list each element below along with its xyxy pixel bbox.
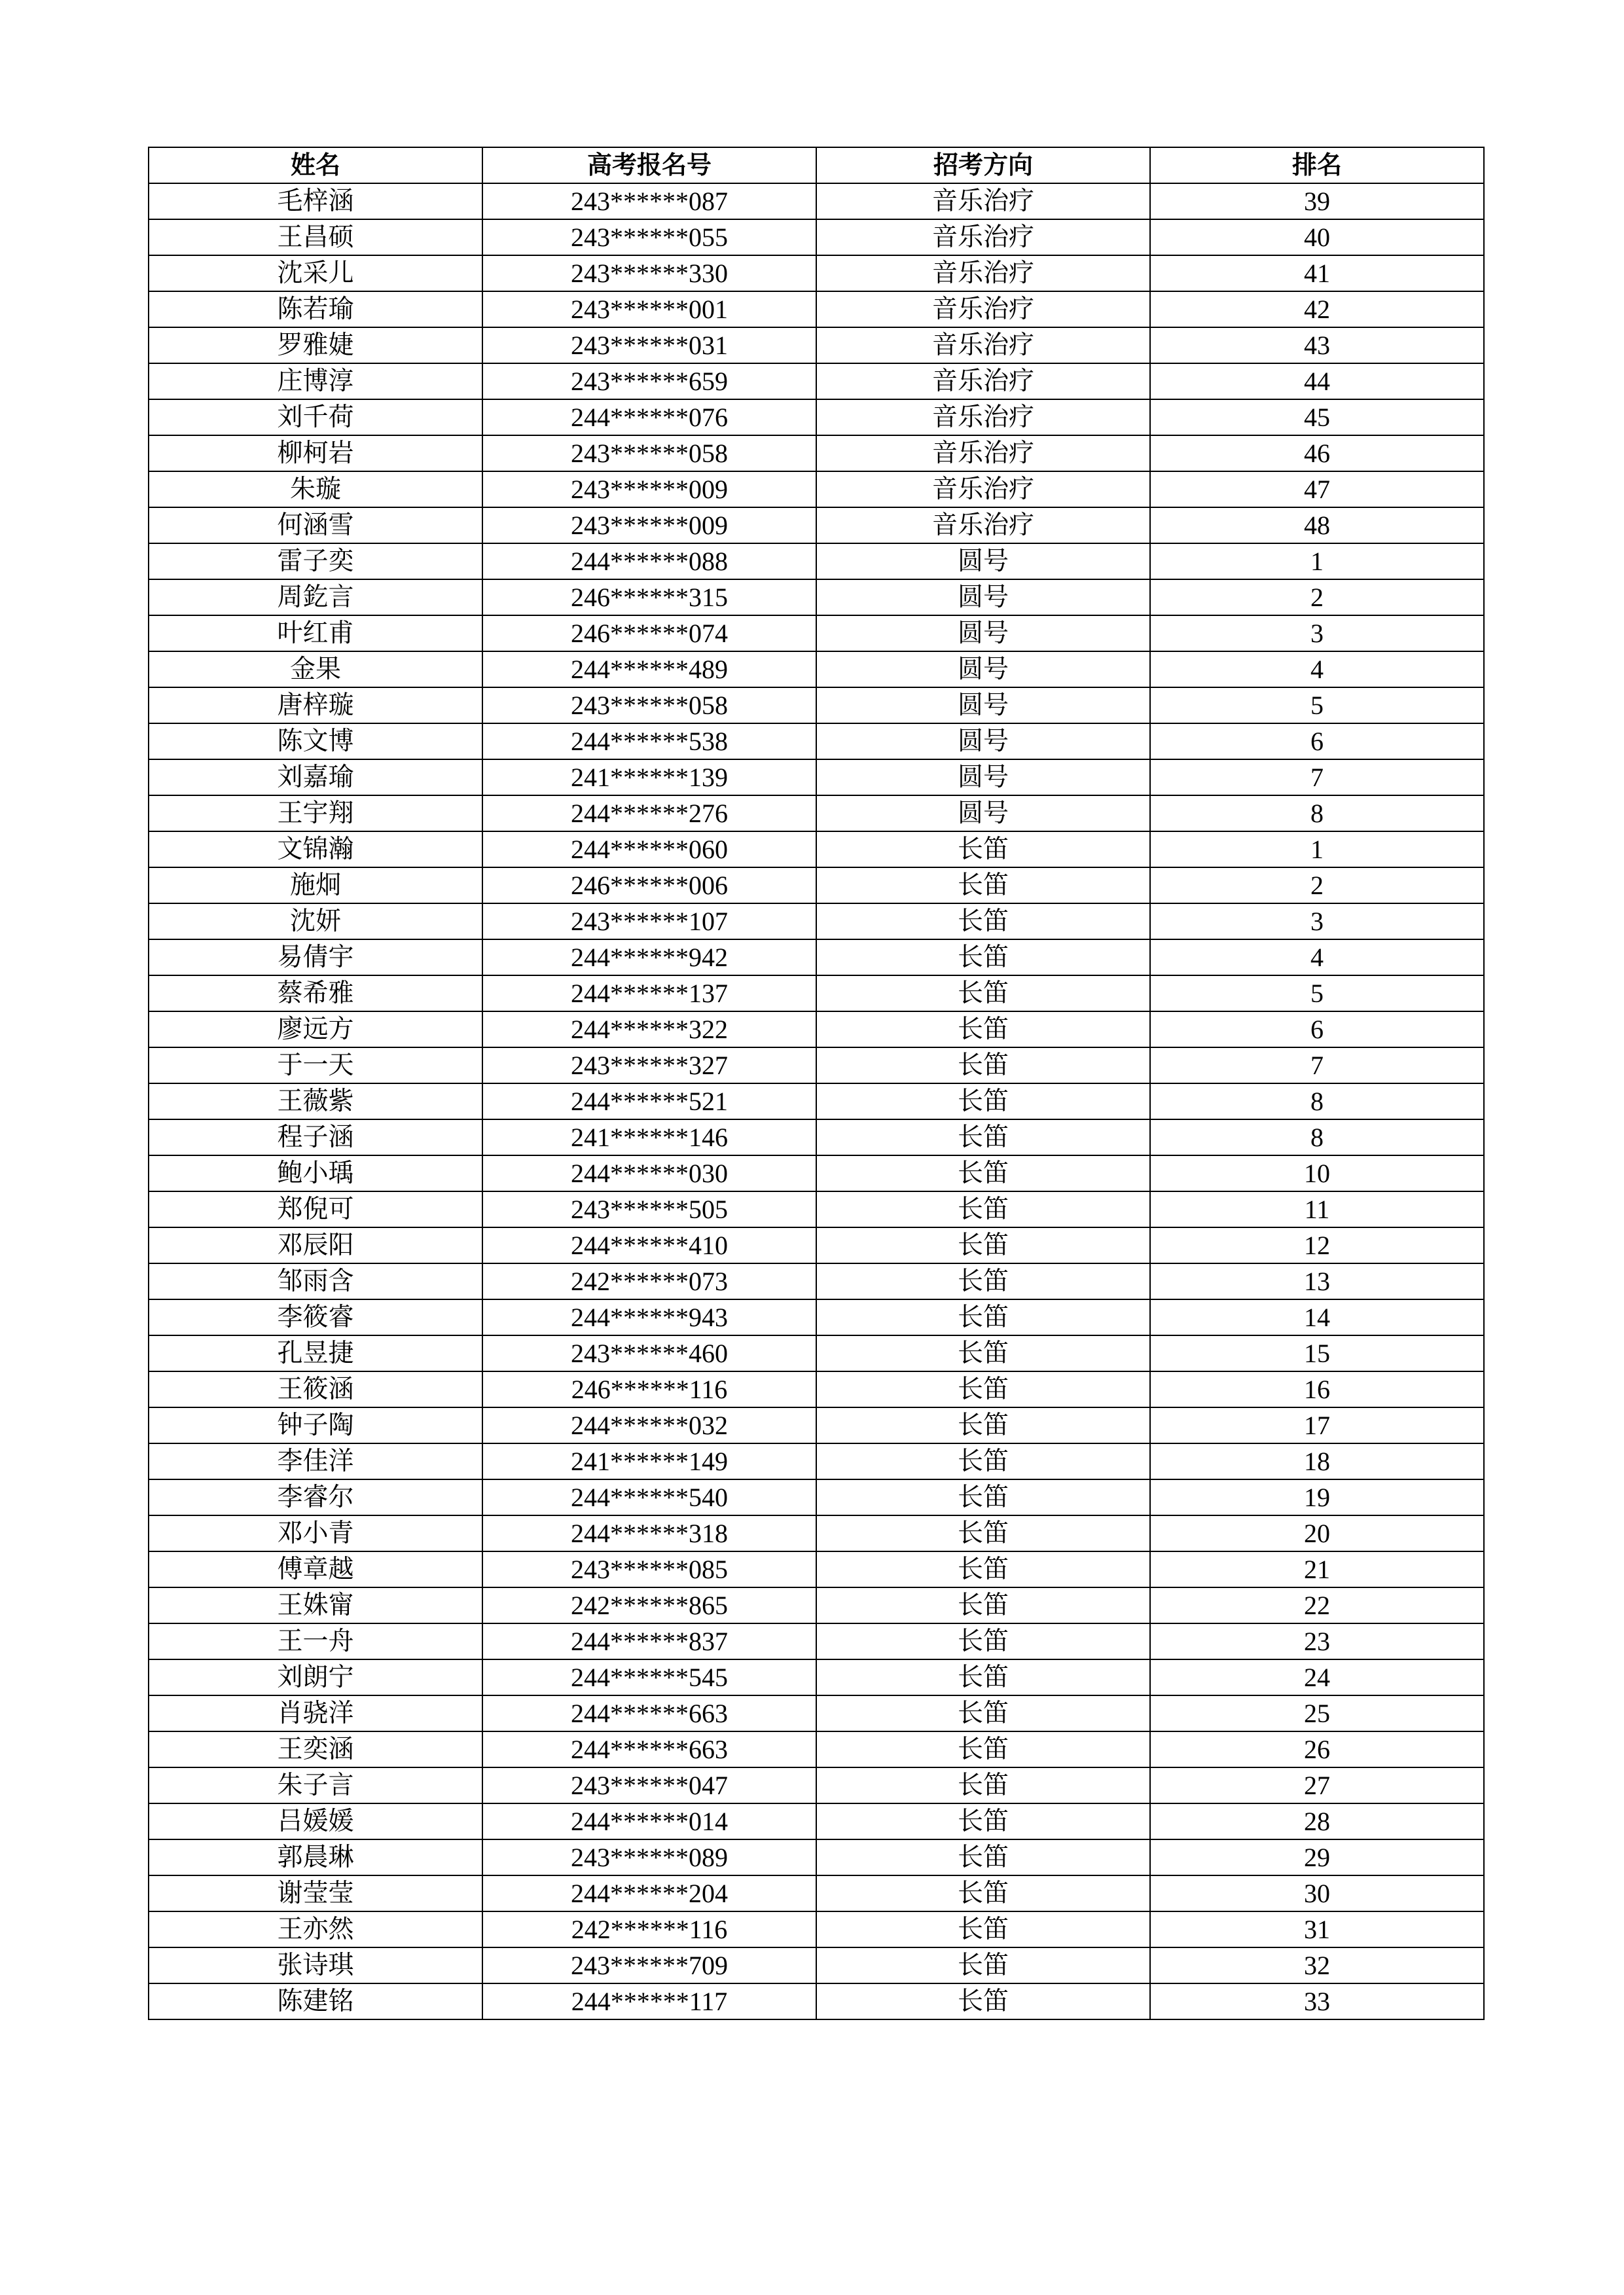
cell-exam-id: 246******006 [482,867,816,903]
cell-name: 雷子奕 [149,543,482,579]
cell-direction: 长笛 [816,1479,1150,1515]
table-row [149,939,1484,975]
cell-rank: 18 [1150,1443,1484,1479]
table-row [149,1119,1484,1155]
cell-exam-id: 243******089 [482,1839,816,1875]
cell-rank: 43 [1150,327,1484,363]
cell-exam-id: 241******139 [482,759,816,795]
cell-direction: 长笛 [816,867,1150,903]
cell-name: 李佳洋 [149,1443,482,1479]
header-exam-id: 高考报名号 [482,147,816,183]
cell-direction: 圆号 [816,543,1150,579]
cell-exam-id: 244******837 [482,1623,816,1659]
cell-exam-id: 244******521 [482,1083,816,1119]
table-row [149,723,1484,759]
cell-direction: 圆号 [816,795,1150,831]
cell-name: 张诗琪 [149,1947,482,1983]
cell-name: 李睿尔 [149,1479,482,1515]
cell-direction: 长笛 [816,1119,1150,1155]
cell-rank: 16 [1150,1371,1484,1407]
cell-rank: 5 [1150,975,1484,1011]
cell-direction: 圆号 [816,615,1150,651]
cell-name: 庄博淳 [149,363,482,399]
cell-exam-id: 243******659 [482,363,816,399]
cell-rank: 24 [1150,1659,1484,1695]
cell-exam-id: 244******088 [482,543,816,579]
table-row [149,327,1484,363]
cell-exam-id: 243******031 [482,327,816,363]
table-row [149,1263,1484,1299]
cell-rank: 3 [1150,615,1484,651]
table-row [149,1803,1484,1839]
cell-rank: 42 [1150,291,1484,327]
cell-name: 蔡希雅 [149,975,482,1011]
table-row [149,831,1484,867]
cell-rank: 8 [1150,1083,1484,1119]
cell-direction: 音乐治疗 [816,291,1150,327]
table-row [149,1947,1484,1983]
table-row [149,867,1484,903]
cell-direction: 音乐治疗 [816,255,1150,291]
cell-exam-id: 243******009 [482,507,816,543]
cell-exam-id: 244******014 [482,1803,816,1839]
cell-exam-id: 243******460 [482,1335,816,1371]
cell-direction: 圆号 [816,723,1150,759]
table-row [149,1011,1484,1047]
cell-exam-id: 241******149 [482,1443,816,1479]
cell-name: 文锦瀚 [149,831,482,867]
cell-name: 邓小青 [149,1515,482,1551]
cell-direction: 长笛 [816,1047,1150,1083]
table-row [149,1371,1484,1407]
cell-rank: 13 [1150,1263,1484,1299]
cell-exam-id: 244******540 [482,1479,816,1515]
cell-direction: 长笛 [816,1371,1150,1407]
cell-direction: 长笛 [816,831,1150,867]
cell-direction: 长笛 [816,1191,1150,1227]
cell-name: 王昌硕 [149,219,482,255]
cell-exam-id: 243******001 [482,291,816,327]
cell-name: 郭晨琳 [149,1839,482,1875]
table-row [149,615,1484,651]
table-row [149,651,1484,687]
cell-direction: 长笛 [816,1011,1150,1047]
cell-exam-id: 243******009 [482,471,816,507]
table-row [149,1515,1484,1551]
cell-name: 李筱睿 [149,1299,482,1335]
cell-exam-id: 244******204 [482,1875,816,1911]
table-row [149,1479,1484,1515]
cell-rank: 8 [1150,795,1484,831]
cell-rank: 15 [1150,1335,1484,1371]
table-row [149,903,1484,939]
table-row [149,1227,1484,1263]
cell-rank: 12 [1150,1227,1484,1263]
cell-direction: 圆号 [816,687,1150,723]
table-row [149,1335,1484,1371]
cell-direction: 长笛 [816,1731,1150,1767]
cell-exam-id: 246******074 [482,615,816,651]
table-row [149,1695,1484,1731]
cell-exam-id: 244******489 [482,651,816,687]
cell-rank: 29 [1150,1839,1484,1875]
cell-name: 鲍小瑀 [149,1155,482,1191]
cell-direction: 长笛 [816,1551,1150,1587]
cell-direction: 音乐治疗 [816,327,1150,363]
cell-exam-id: 243******330 [482,255,816,291]
cell-exam-id: 243******087 [482,183,816,219]
cell-rank: 41 [1150,255,1484,291]
table-row [149,1731,1484,1767]
header-direction: 招考方向 [816,147,1150,183]
cell-rank: 30 [1150,1875,1484,1911]
cell-rank: 8 [1150,1119,1484,1155]
cell-rank: 39 [1150,183,1484,219]
table-row [149,579,1484,615]
cell-name: 王姝甯 [149,1587,482,1623]
cell-name: 周釳言 [149,579,482,615]
cell-name: 肖骁洋 [149,1695,482,1731]
cell-direction: 长笛 [816,1155,1150,1191]
cell-name: 王筱涵 [149,1371,482,1407]
table-row [149,507,1484,543]
ranking-table [148,147,1485,2020]
cell-direction: 长笛 [816,1443,1150,1479]
cell-rank: 47 [1150,471,1484,507]
cell-name: 程子涵 [149,1119,482,1155]
table-row [149,687,1484,723]
cell-direction: 音乐治疗 [816,471,1150,507]
cell-rank: 44 [1150,363,1484,399]
cell-rank: 4 [1150,651,1484,687]
cell-exam-id: 242******116 [482,1911,816,1947]
header-row [149,147,1484,183]
cell-rank: 22 [1150,1587,1484,1623]
cell-direction: 长笛 [816,1335,1150,1371]
cell-direction: 长笛 [816,1083,1150,1119]
cell-direction: 音乐治疗 [816,435,1150,471]
cell-exam-id: 243******047 [482,1767,816,1803]
table-row [149,795,1484,831]
cell-rank: 1 [1150,831,1484,867]
cell-exam-id: 243******505 [482,1191,816,1227]
cell-name: 刘嘉瑜 [149,759,482,795]
cell-exam-id: 244******032 [482,1407,816,1443]
cell-exam-id: 244******545 [482,1659,816,1695]
cell-rank: 27 [1150,1767,1484,1803]
table-row [149,1911,1484,1947]
cell-name: 柳柯岩 [149,435,482,471]
cell-name: 朱璇 [149,471,482,507]
table-row [149,1047,1484,1083]
cell-name: 刘朗宁 [149,1659,482,1695]
table-row [149,291,1484,327]
cell-rank: 20 [1150,1515,1484,1551]
cell-direction: 长笛 [816,1947,1150,1983]
table-row [149,1407,1484,1443]
cell-rank: 33 [1150,1983,1484,2019]
table-header [149,147,1484,183]
cell-name: 郑倪可 [149,1191,482,1227]
cell-rank: 17 [1150,1407,1484,1443]
table-row [149,219,1484,255]
cell-direction: 长笛 [816,1587,1150,1623]
header-name: 姓名 [149,147,482,183]
cell-name: 王亦然 [149,1911,482,1947]
cell-rank: 31 [1150,1911,1484,1947]
cell-name: 邹雨含 [149,1263,482,1299]
table-row [149,1767,1484,1803]
cell-rank: 7 [1150,759,1484,795]
cell-rank: 10 [1150,1155,1484,1191]
cell-rank: 3 [1150,903,1484,939]
table-body [149,183,1484,2019]
cell-exam-id: 244******943 [482,1299,816,1335]
cell-direction: 长笛 [816,1299,1150,1335]
cell-name: 何涵雪 [149,507,482,543]
cell-rank: 45 [1150,399,1484,435]
cell-name: 沈妍 [149,903,482,939]
cell-exam-id: 246******315 [482,579,816,615]
cell-direction: 长笛 [816,1227,1150,1263]
table-row [149,759,1484,795]
cell-name: 于一天 [149,1047,482,1083]
cell-direction: 圆号 [816,651,1150,687]
cell-name: 王薇紫 [149,1083,482,1119]
cell-direction: 长笛 [816,1803,1150,1839]
cell-direction: 长笛 [816,1911,1150,1947]
table-row [149,1155,1484,1191]
cell-name: 沈采儿 [149,255,482,291]
cell-direction: 长笛 [816,1695,1150,1731]
cell-direction: 长笛 [816,1407,1150,1443]
cell-name: 谢莹莹 [149,1875,482,1911]
cell-direction: 长笛 [816,975,1150,1011]
table-row [149,363,1484,399]
cell-exam-id: 244******276 [482,795,816,831]
cell-exam-id: 244******060 [482,831,816,867]
header-rank: 排名 [1150,147,1484,183]
cell-exam-id: 244******322 [482,1011,816,1047]
table-row [149,399,1484,435]
cell-exam-id: 246******116 [482,1371,816,1407]
cell-rank: 28 [1150,1803,1484,1839]
cell-rank: 2 [1150,867,1484,903]
cell-name: 陈若瑜 [149,291,482,327]
cell-direction: 长笛 [816,1659,1150,1695]
cell-direction: 音乐治疗 [816,399,1150,435]
table-row [149,471,1484,507]
table-row [149,1839,1484,1875]
cell-name: 朱子言 [149,1767,482,1803]
cell-rank: 1 [1150,543,1484,579]
cell-direction: 长笛 [816,939,1150,975]
cell-name: 王奕涵 [149,1731,482,1767]
cell-name: 唐梓璇 [149,687,482,723]
table-row [149,183,1484,219]
cell-exam-id: 243******085 [482,1551,816,1587]
table-row [149,1875,1484,1911]
cell-exam-id: 244******942 [482,939,816,975]
cell-exam-id: 243******709 [482,1947,816,1983]
table-row [149,435,1484,471]
cell-name: 吕媛媛 [149,1803,482,1839]
cell-exam-id: 244******663 [482,1695,816,1731]
cell-name: 罗雅婕 [149,327,482,363]
cell-direction: 音乐治疗 [816,363,1150,399]
cell-direction: 长笛 [816,1623,1150,1659]
cell-exam-id: 244******137 [482,975,816,1011]
cell-rank: 2 [1150,579,1484,615]
table-row [149,1623,1484,1659]
cell-rank: 32 [1150,1947,1484,1983]
cell-direction: 长笛 [816,1515,1150,1551]
cell-name: 钟子陶 [149,1407,482,1443]
cell-name: 易倩宇 [149,939,482,975]
table-row [149,1191,1484,1227]
cell-rank: 40 [1150,219,1484,255]
cell-exam-id: 244******318 [482,1515,816,1551]
cell-direction: 音乐治疗 [816,219,1150,255]
cell-name: 毛梓涵 [149,183,482,219]
table-row [149,1983,1484,2019]
cell-name: 刘千荷 [149,399,482,435]
cell-rank: 23 [1150,1623,1484,1659]
cell-exam-id: 243******107 [482,903,816,939]
cell-name: 王宇翔 [149,795,482,831]
cell-exam-id: 243******055 [482,219,816,255]
cell-direction: 长笛 [816,1875,1150,1911]
cell-rank: 48 [1150,507,1484,543]
cell-rank: 19 [1150,1479,1484,1515]
cell-exam-id: 242******865 [482,1587,816,1623]
cell-exam-id: 241******146 [482,1119,816,1155]
cell-name: 廖远方 [149,1011,482,1047]
table-row [149,1551,1484,1587]
cell-name: 金果 [149,651,482,687]
cell-rank: 46 [1150,435,1484,471]
cell-name: 孔昱捷 [149,1335,482,1371]
cell-rank: 5 [1150,687,1484,723]
table-row [149,975,1484,1011]
cell-name: 陈文博 [149,723,482,759]
cell-direction: 长笛 [816,1263,1150,1299]
cell-name: 叶红甫 [149,615,482,651]
cell-rank: 6 [1150,1011,1484,1047]
cell-direction: 圆号 [816,759,1150,795]
cell-name: 王一舟 [149,1623,482,1659]
cell-exam-id: 244******410 [482,1227,816,1263]
cell-exam-id: 242******073 [482,1263,816,1299]
cell-direction: 音乐治疗 [816,507,1150,543]
cell-direction: 长笛 [816,1983,1150,2019]
cell-rank: 4 [1150,939,1484,975]
cell-exam-id: 243******327 [482,1047,816,1083]
cell-rank: 7 [1150,1047,1484,1083]
cell-rank: 25 [1150,1695,1484,1731]
table-row [149,543,1484,579]
cell-exam-id: 244******538 [482,723,816,759]
table-row [149,1659,1484,1695]
cell-direction: 长笛 [816,1767,1150,1803]
cell-rank: 11 [1150,1191,1484,1227]
cell-direction: 圆号 [816,579,1150,615]
cell-rank: 6 [1150,723,1484,759]
table-row [149,1587,1484,1623]
cell-direction: 长笛 [816,903,1150,939]
cell-direction: 音乐治疗 [816,183,1150,219]
cell-name: 施炯 [149,867,482,903]
cell-exam-id: 244******076 [482,399,816,435]
cell-exam-id: 244******117 [482,1983,816,2019]
cell-exam-id: 243******058 [482,435,816,471]
cell-name: 陈建铭 [149,1983,482,2019]
table-row [149,1299,1484,1335]
cell-name: 傅章越 [149,1551,482,1587]
table-row [149,1443,1484,1479]
cell-name: 邓辰阳 [149,1227,482,1263]
cell-direction: 长笛 [816,1839,1150,1875]
table-row [149,255,1484,291]
table-row [149,1083,1484,1119]
cell-rank: 21 [1150,1551,1484,1587]
cell-exam-id: 243******058 [482,687,816,723]
cell-rank: 14 [1150,1299,1484,1335]
cell-rank: 26 [1150,1731,1484,1767]
cell-exam-id: 244******030 [482,1155,816,1191]
cell-exam-id: 244******663 [482,1731,816,1767]
